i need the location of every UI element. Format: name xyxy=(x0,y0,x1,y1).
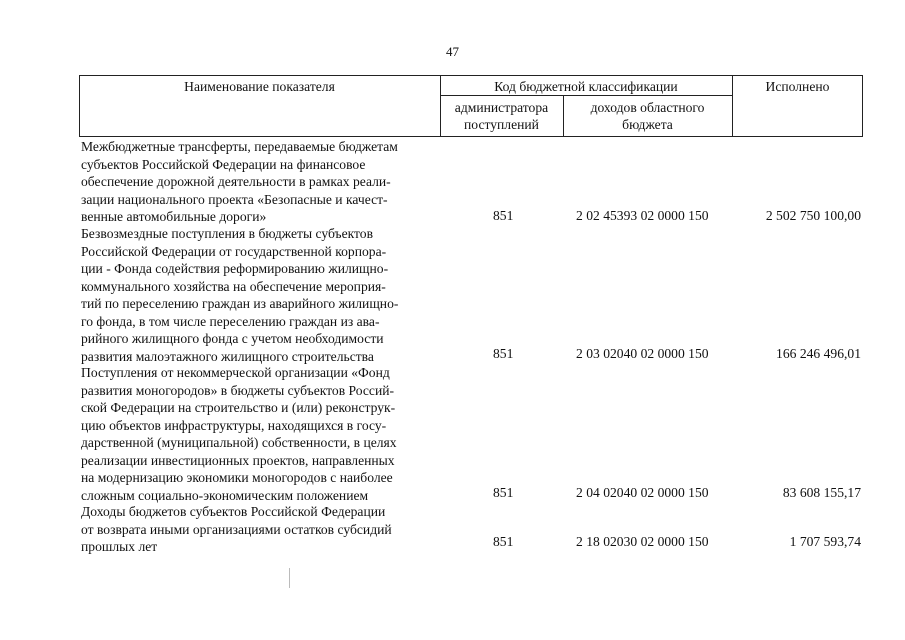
row-name-line: развития малоэтажного жилищного строительства xyxy=(81,348,374,364)
row-name-line: на модернизацию экономики моногородов с наиболее xyxy=(81,470,393,485)
row-name-line: зации национального проекта «Безопасные и качест- xyxy=(81,191,388,207)
header-code-group: Код бюджетной классификации xyxy=(494,79,678,94)
row-name xyxy=(81,364,438,504)
row-income-code: 2 02 45393 02 0000 150 xyxy=(576,208,709,223)
row-name-line: цию объектов инфраструктуры, находящихся в госу- xyxy=(81,417,387,433)
row-income-code: 2 03 02040 02 0000 150 xyxy=(576,346,709,361)
row-admin-code: 851 xyxy=(493,485,514,500)
row-name-line: сложным социально-экономическим положением xyxy=(81,487,369,503)
row-name-line: от возврата иными организациями остатков субсидий xyxy=(81,521,392,537)
row-name-line: реализации инвестиционных проектов, направленных xyxy=(81,452,395,468)
header-income-line1: доходов областного xyxy=(590,100,705,115)
row-name-line: Российской Федерации от государственной корпора- xyxy=(81,243,387,259)
header-top-border xyxy=(79,75,863,76)
row-admin-code: 851 xyxy=(493,346,514,361)
row-name-line: рийного жилищного фонда с учетом необходимости xyxy=(81,331,384,346)
header-admin-line1: администратора xyxy=(454,100,549,115)
row-amount: 1 707 593,74 xyxy=(789,534,861,549)
table-header xyxy=(79,75,863,137)
row-name-line: субъектов Российской Федерации на финансовое xyxy=(81,156,366,172)
row-name-line: го фонда, в том числе переселению граждан из ава- xyxy=(81,313,380,329)
header-income-col xyxy=(563,99,732,133)
row-amount: 83 608 155,17 xyxy=(782,485,861,500)
row-name-line: дарственной (муниципальной) собственности, в целях xyxy=(81,435,397,450)
row-name-line: Межбюджетные трансферты, передаваемые бюджетам xyxy=(81,139,398,154)
header-name-col: Наименование показателя xyxy=(184,79,335,94)
scan-mark xyxy=(289,568,290,588)
row-name-line: ции - Фонда содействия реформированию жилищно- xyxy=(81,261,389,276)
header-admin-line2: поступлений xyxy=(464,117,539,132)
row-name xyxy=(81,138,438,226)
row-name xyxy=(81,503,438,556)
row-income-code: 2 18 02030 02 0000 150 xyxy=(576,534,709,549)
row-name-line: Поступления от некоммерческой организации «Фонд xyxy=(81,365,390,380)
row-name-line: венные автомобильные дороги» xyxy=(81,209,267,224)
header-bottom-border xyxy=(79,136,863,137)
row-name-line: Доходы бюджетов субъектов Российской Федерации xyxy=(81,504,386,519)
header-income-line2: бюджета xyxy=(622,117,673,132)
row-name-line: коммунального хозяйства на обеспечение мероприя- xyxy=(81,278,386,294)
row-admin-code: 851 xyxy=(493,208,514,223)
row-income-code: 2 04 02040 02 0000 150 xyxy=(576,485,709,500)
header-subgroup-line xyxy=(440,95,733,96)
row-name-line: развития моногородов» в бюджеты субъектов Россий- xyxy=(81,382,395,398)
row-name-line: ской Федерации на строительство и (или) реконструк- xyxy=(81,400,396,415)
row-amount: 2 502 750 100,00 xyxy=(765,208,861,223)
page-number: 47 xyxy=(446,44,459,59)
row-name-line: обеспечение дорожной деятельности в рамках реали- xyxy=(81,174,391,189)
row-name-line: Безвозмездные поступления в бюджеты субъектов xyxy=(81,226,373,241)
row-admin-code: 851 xyxy=(493,534,514,549)
header-executed-col: Исполнено xyxy=(765,79,830,94)
row-name-line: прошлых лет xyxy=(81,539,158,554)
row-name-line: тий по переселению граждан из аварийного жилищно- xyxy=(81,296,399,311)
row-name xyxy=(81,225,438,365)
header-admin-col xyxy=(440,99,563,133)
row-amount: 166 246 496,01 xyxy=(776,346,861,361)
